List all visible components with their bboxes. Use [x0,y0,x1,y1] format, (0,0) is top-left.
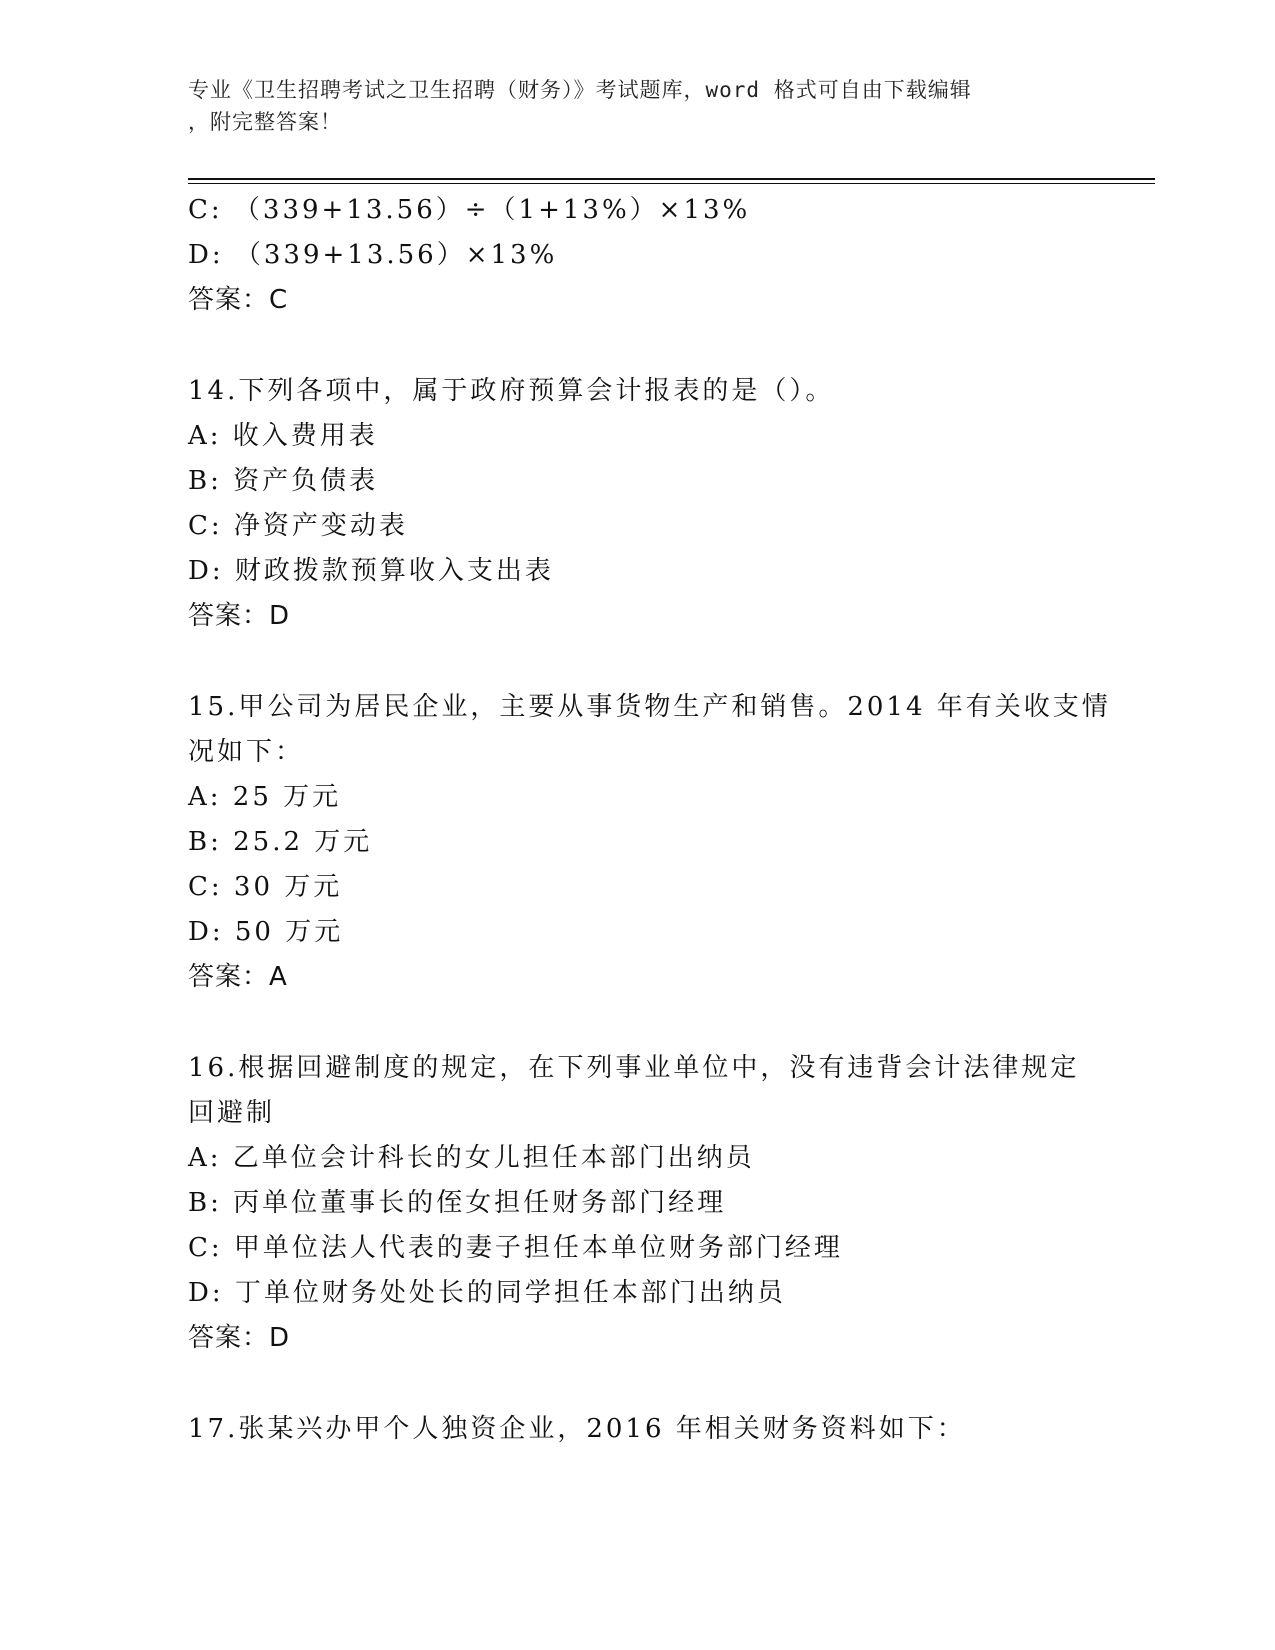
question-stem: 17.张某兴办甲个人独资企业，2016 年相关财务资料如下： [188,1414,966,1444]
header-title-line-2: ，附完整答案！ [188,110,342,134]
option-c: C: 甲单位法人代表的妻子担任本单位财务部门经理 [188,1233,843,1263]
option-b: B: 丙单位董事长的侄女担任财务部门经理 [188,1188,727,1218]
option-b: B: 资产负债表 [188,466,379,496]
question-stem-line-1: 15.甲公司为居民企业，主要从事货物生产和销售。2014 年有关收支情 [188,692,1111,722]
option-a: A: 收入费用表 [188,421,378,451]
option-c: C: （339+13.56）÷（1+13%）×13% [188,195,751,225]
option-c: C: 净资产变动表 [188,511,408,541]
question-14 [188,369,1148,639]
answer: 答案：D [188,1323,291,1353]
question-stem: 14.下列各项中，属于政府预算会计报表的是（）。 [188,376,835,406]
spacer [188,639,1148,685]
header-divider-thin [188,183,1155,184]
answer: 答案：C [188,285,289,315]
header-divider-thick [188,178,1155,180]
question-stem-line-2: 况如下： [188,737,305,767]
spacer [188,1361,1148,1407]
question-stem-line-2: 回避制 [188,1098,276,1128]
spacer [188,1000,1148,1046]
question-17 [188,1407,1148,1452]
option-d: D: 50 万元 [188,917,344,947]
option-d: D: （339+13.56）×13% [188,240,558,270]
question-content [188,188,1148,1452]
question-stem-line-1: 16.根据回避制度的规定，在下列事业单位中，没有违背会计法律规定 [188,1053,1080,1083]
page-header [188,74,1088,138]
option-a: A: 乙单位会计科长的女儿担任本部门出纳员 [188,1143,755,1173]
option-d: D: 财政拨款预算收入支出表 [188,556,554,586]
header-title-line-1: 专业《卫生招聘考试之卫生招聘（财务）》考试题库，word 格式可自由下载编辑 [188,78,972,102]
option-d: D: 丁单位财务处处长的同学担任本部门出纳员 [188,1278,786,1308]
option-c: C: 30 万元 [188,872,343,902]
option-b: B: 25.2 万元 [188,827,373,857]
answer: 答案：D [188,601,291,631]
spacer [188,323,1148,369]
answer: 答案：A [188,962,288,992]
option-a: A: 25 万元 [188,782,342,812]
question-15 [188,685,1148,1000]
question-16 [188,1046,1148,1361]
question-13 [188,188,1148,323]
